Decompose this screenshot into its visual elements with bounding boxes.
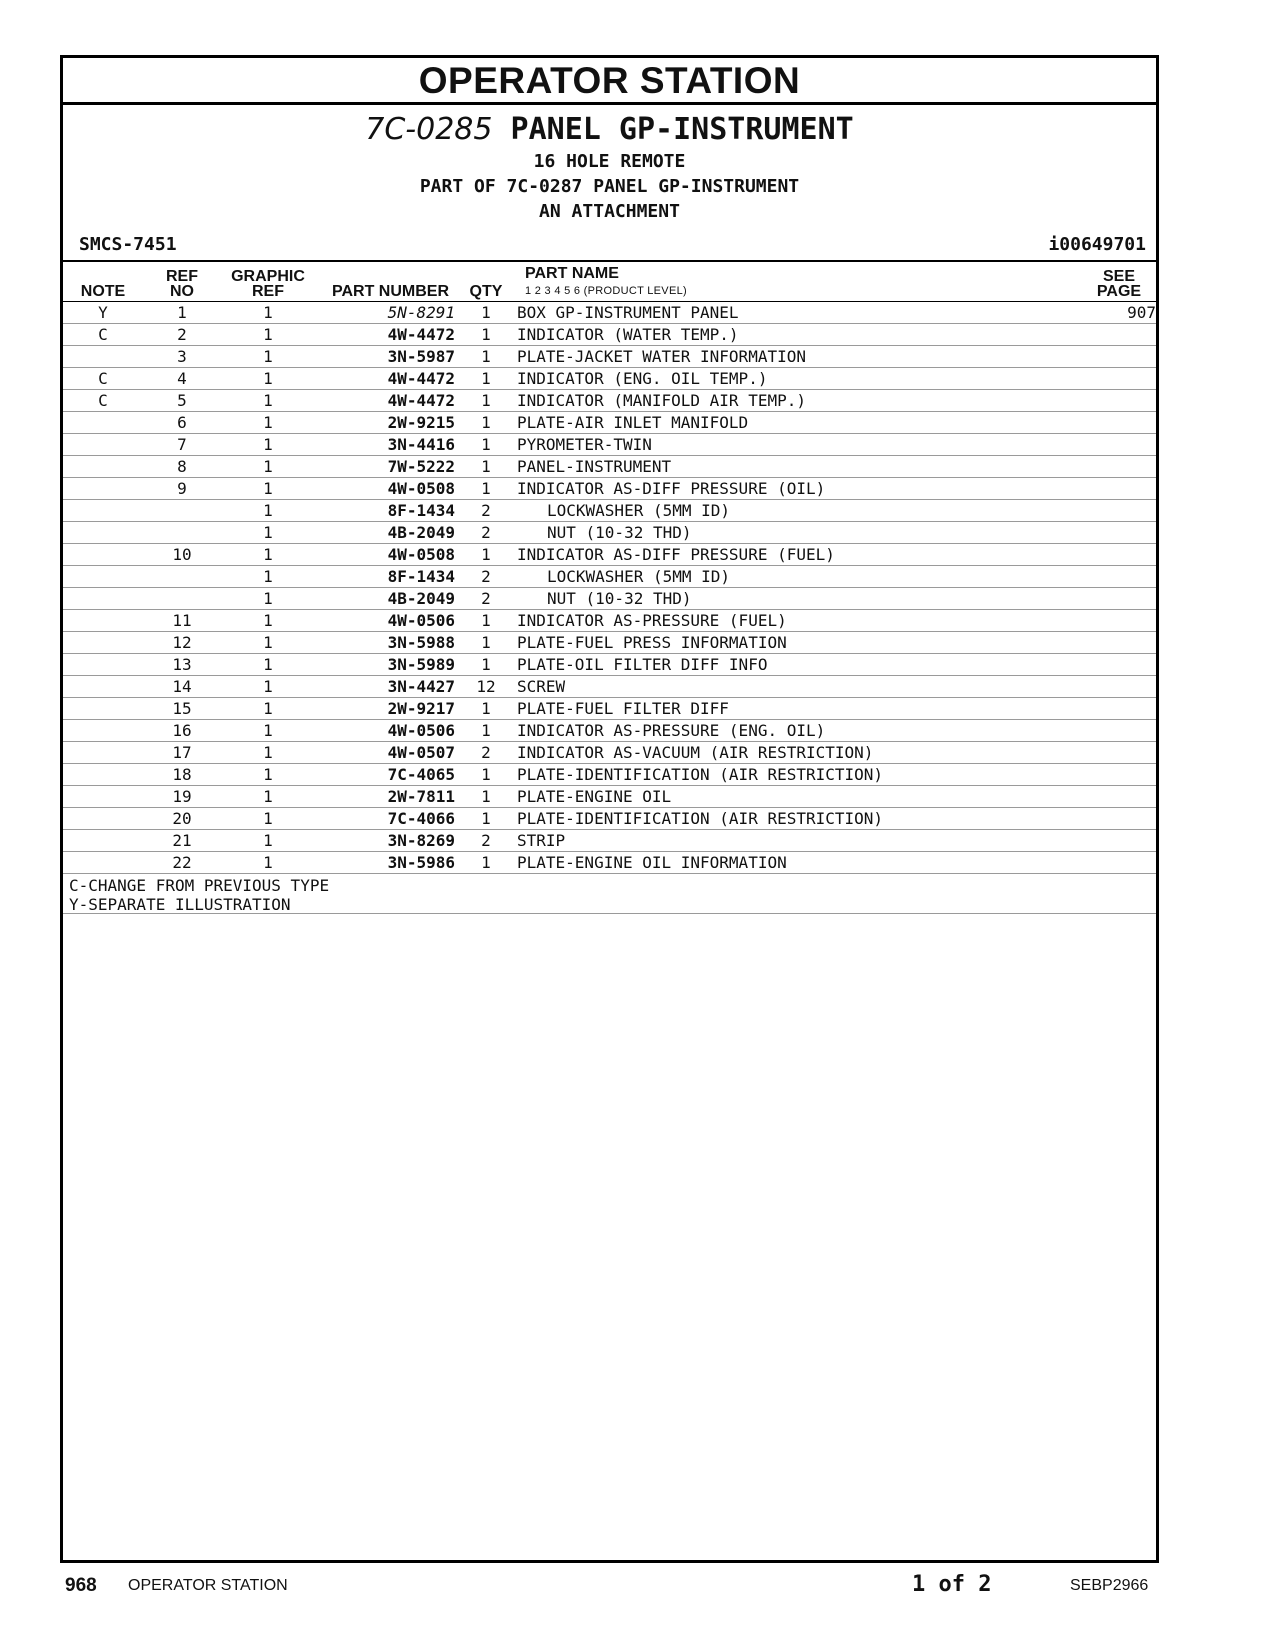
qty-cell: 1 <box>455 764 517 786</box>
see-page-cell <box>1082 566 1156 588</box>
part-number-cell: 8F-1434 <box>315 500 455 522</box>
part-number-cell: 2W-7811 <box>315 786 455 808</box>
part-name-cell: LOCKWASHER (5MM ID) <box>517 566 1082 588</box>
heading-line-3: AN ATTACHMENT <box>539 201 680 222</box>
smcs-code: SMCS-7451 <box>79 234 177 255</box>
part-name-cell: PANEL-INSTRUMENT <box>517 456 1082 478</box>
part-number-cell: 2W-9215 <box>315 412 455 434</box>
table-row <box>63 566 1156 588</box>
part-number-cell: 4W-4472 <box>315 324 455 346</box>
ref-no-cell: 12 <box>143 632 221 654</box>
part-name-cell: INDICATOR (ENG. OIL TEMP.) <box>517 368 1082 390</box>
ref-no-cell <box>143 522 221 544</box>
heading-line-1: 16 HOLE REMOTE <box>533 151 686 172</box>
heading-line-2: PART OF 7C-0287 PANEL GP-INSTRUMENT <box>419 176 800 197</box>
qty-cell: 1 <box>455 456 517 478</box>
part-name-cell: INDICATOR (WATER TEMP.) <box>517 324 1082 346</box>
qty-cell: 1 <box>455 852 517 874</box>
qty-cell: 1 <box>455 654 517 676</box>
table-row <box>63 368 1156 390</box>
parts-table <box>63 262 1156 874</box>
document-id: SEBP2966 <box>1070 1577 1149 1594</box>
graphic-ref-cell: 1 <box>221 544 315 566</box>
see-page-cell <box>1082 632 1156 654</box>
part-name-cell: INDICATOR AS-PRESSURE (ENG. OIL) <box>517 720 1082 742</box>
table-row <box>63 522 1156 544</box>
qty-cell: 1 <box>455 434 517 456</box>
qty-cell: 1 <box>455 610 517 632</box>
note-cell <box>63 632 143 654</box>
qty-cell: 1 <box>455 346 517 368</box>
see-page-cell <box>1082 522 1156 544</box>
ref-no-cell: 22 <box>143 852 221 874</box>
see-page-cell <box>1082 764 1156 786</box>
part-name-cell: PLATE-FUEL FILTER DIFF <box>517 698 1082 720</box>
qty-cell: 1 <box>455 698 517 720</box>
table-row <box>63 786 1156 808</box>
part-name-cell: PLATE-AIR INLET MANIFOLD <box>517 412 1082 434</box>
note-cell <box>63 808 143 830</box>
see-page-cell <box>1082 698 1156 720</box>
see-page-cell <box>1082 368 1156 390</box>
graphic-ref-cell: 1 <box>221 676 315 698</box>
ref-no-cell: 8 <box>143 456 221 478</box>
note-cell <box>63 742 143 764</box>
see-page-cell <box>1082 830 1156 852</box>
part-name-cell: PLATE-OIL FILTER DIFF INFO <box>517 654 1082 676</box>
ref-no-cell: 19 <box>143 786 221 808</box>
graphic-ref-cell: 1 <box>221 324 315 346</box>
note-cell <box>63 434 143 456</box>
note-cell <box>63 610 143 632</box>
col-see-page: SEE PAGE <box>1082 262 1156 302</box>
table-row <box>63 302 1156 324</box>
section-title: OPERATOR STATION <box>63 58 1156 105</box>
part-number-cell: 7C-4065 <box>315 764 455 786</box>
table-row <box>63 720 1156 742</box>
table-row <box>63 698 1156 720</box>
qty-cell: 1 <box>455 478 517 500</box>
part-name-cell: PLATE-JACKET WATER INFORMATION <box>517 346 1082 368</box>
graphic-ref-cell: 1 <box>221 566 315 588</box>
note-cell <box>63 346 143 368</box>
see-page-cell <box>1082 324 1156 346</box>
see-page-cell <box>1082 786 1156 808</box>
note-cell <box>63 698 143 720</box>
part-number-cell: 4B-2049 <box>315 522 455 544</box>
ref-no-cell <box>143 500 221 522</box>
sheet-indicator: 1 of 2 <box>912 1572 992 1597</box>
table-row <box>63 654 1156 676</box>
ref-no-cell: 4 <box>143 368 221 390</box>
table-row <box>63 478 1156 500</box>
part-number-cell: 4W-4472 <box>315 390 455 412</box>
see-page-cell <box>1082 610 1156 632</box>
qty-cell: 1 <box>455 390 517 412</box>
graphic-ref-cell: 1 <box>221 434 315 456</box>
qty-cell: 2 <box>455 566 517 588</box>
table-row <box>63 434 1156 456</box>
table-row <box>63 632 1156 654</box>
ref-no-cell: 6 <box>143 412 221 434</box>
part-name-cell: NUT (10-32 THD) <box>517 522 1082 544</box>
col-part-number: PART NUMBER <box>315 262 455 302</box>
table-row <box>63 610 1156 632</box>
ref-no-cell: 7 <box>143 434 221 456</box>
heading-block <box>63 105 1156 224</box>
see-page-cell: 907 <box>1082 302 1156 324</box>
table-row <box>63 676 1156 698</box>
table-row <box>63 852 1156 874</box>
table-row <box>63 544 1156 566</box>
col-note: NOTE <box>63 262 143 302</box>
graphic-ref-cell: 1 <box>221 786 315 808</box>
note-cell <box>63 720 143 742</box>
graphic-ref-cell: 1 <box>221 742 315 764</box>
qty-cell: 2 <box>455 500 517 522</box>
note-cell <box>63 566 143 588</box>
note-cell <box>63 764 143 786</box>
graphic-ref-cell: 1 <box>221 830 315 852</box>
qty-cell: 2 <box>455 522 517 544</box>
table-row <box>63 456 1156 478</box>
note-change: C-CHANGE FROM PREVIOUS TYPE <box>69 876 330 895</box>
qty-cell: 1 <box>455 302 517 324</box>
graphic-ref-cell: 1 <box>221 588 315 610</box>
note-cell <box>63 478 143 500</box>
table-row <box>63 830 1156 852</box>
qty-cell: 12 <box>455 676 517 698</box>
qty-cell: 1 <box>455 412 517 434</box>
graphic-ref-cell: 1 <box>221 456 315 478</box>
ref-no-cell: 14 <box>143 676 221 698</box>
see-page-cell <box>1082 588 1156 610</box>
graphic-ref-cell: 1 <box>221 346 315 368</box>
part-name-cell: NUT (10-32 THD) <box>517 588 1082 610</box>
graphic-ref-cell: 1 <box>221 412 315 434</box>
note-cell: C <box>63 324 143 346</box>
note-cell: C <box>63 368 143 390</box>
part-name-cell: PLATE-IDENTIFICATION (AIR RESTRICTION) <box>517 764 1082 786</box>
see-page-cell <box>1082 346 1156 368</box>
ref-no-cell: 21 <box>143 830 221 852</box>
identifier-row <box>63 230 1156 262</box>
part-name-cell: PLATE-IDENTIFICATION (AIR RESTRICTION) <box>517 808 1082 830</box>
ref-no-cell: 16 <box>143 720 221 742</box>
part-name-cell: INDICATOR (MANIFOLD AIR TEMP.) <box>517 390 1082 412</box>
graphic-ref-cell: 1 <box>221 610 315 632</box>
part-number-cell: 3N-4427 <box>315 676 455 698</box>
graphic-ref-cell: 1 <box>221 852 315 874</box>
col-qty: QTY <box>455 262 517 302</box>
table-row <box>63 412 1156 434</box>
table-row <box>63 346 1156 368</box>
part-name-cell: PLATE-ENGINE OIL INFORMATION <box>517 852 1082 874</box>
see-page-cell <box>1082 852 1156 874</box>
graphic-ref-cell: 1 <box>221 478 315 500</box>
part-name-cell: BOX GP-INSTRUMENT PANEL <box>517 302 1082 324</box>
see-page-cell <box>1082 478 1156 500</box>
part-number-cell: 5N-8291 <box>315 302 455 324</box>
notes-legend <box>63 874 1156 914</box>
part-name-cell: PYROMETER-TWIN <box>517 434 1082 456</box>
ref-no-cell: 10 <box>143 544 221 566</box>
see-page-cell <box>1082 654 1156 676</box>
note-cell <box>63 852 143 874</box>
document-frame <box>60 55 1159 1563</box>
part-number-cell: 4W-4472 <box>315 368 455 390</box>
ref-no-cell: 17 <box>143 742 221 764</box>
see-page-cell <box>1082 742 1156 764</box>
qty-cell: 1 <box>455 544 517 566</box>
graphic-ref-cell: 1 <box>221 390 315 412</box>
table-row <box>63 324 1156 346</box>
table-row <box>63 500 1156 522</box>
part-number-cell: 3N-5986 <box>315 852 455 874</box>
part-name-cell: LOCKWASHER (5MM ID) <box>517 500 1082 522</box>
qty-cell: 1 <box>455 808 517 830</box>
table-row <box>63 808 1156 830</box>
note-cell <box>63 830 143 852</box>
assembly-title <box>63 111 1156 149</box>
table-row <box>63 764 1156 786</box>
note-cell <box>63 676 143 698</box>
ref-no-cell: 3 <box>143 346 221 368</box>
table-row <box>63 742 1156 764</box>
part-number-cell: 3N-5987 <box>315 346 455 368</box>
ref-no-cell: 13 <box>143 654 221 676</box>
col-part-name: PART NAME 1 2 3 4 5 6 (PRODUCT LEVEL) <box>517 262 1082 302</box>
qty-cell: 1 <box>455 786 517 808</box>
qty-cell: 1 <box>455 632 517 654</box>
ref-no-cell: 9 <box>143 478 221 500</box>
part-number-cell: 3N-8269 <box>315 830 455 852</box>
part-name-cell: SCREW <box>517 676 1082 698</box>
qty-cell: 2 <box>455 588 517 610</box>
qty-cell: 1 <box>455 720 517 742</box>
note-cell <box>63 456 143 478</box>
note-cell <box>63 588 143 610</box>
note-cell <box>63 522 143 544</box>
note-cell <box>63 786 143 808</box>
parts-table-header <box>63 262 1156 302</box>
table-row <box>63 588 1156 610</box>
ref-no-cell: 15 <box>143 698 221 720</box>
see-page-cell <box>1082 434 1156 456</box>
qty-cell: 1 <box>455 368 517 390</box>
note-cell: C <box>63 390 143 412</box>
note-cell <box>63 544 143 566</box>
graphic-ref-cell: 1 <box>221 808 315 830</box>
graphic-ref-cell: 1 <box>221 522 315 544</box>
graphic-ref-cell: 1 <box>221 302 315 324</box>
part-name-cell: INDICATOR AS-DIFF PRESSURE (OIL) <box>517 478 1082 500</box>
graphic-ref-cell: 1 <box>221 720 315 742</box>
graphic-ref-cell: 1 <box>221 654 315 676</box>
graphic-ref-cell: 1 <box>221 698 315 720</box>
product-level-label: 1 2 3 4 5 6 (PRODUCT LEVEL) <box>525 285 687 297</box>
note-separate: Y-SEPARATE ILLUSTRATION <box>69 895 291 914</box>
graphic-ref-cell: 1 <box>221 500 315 522</box>
part-name-cell: PLATE-ENGINE OIL <box>517 786 1082 808</box>
part-number-cell: 4W-0508 <box>315 478 455 500</box>
graphic-ref-cell: 1 <box>221 368 315 390</box>
ref-no-cell: 18 <box>143 764 221 786</box>
see-page-cell <box>1082 390 1156 412</box>
part-name-cell: INDICATOR AS-PRESSURE (FUEL) <box>517 610 1082 632</box>
see-page-cell <box>1082 456 1156 478</box>
qty-cell: 2 <box>455 742 517 764</box>
ref-no-cell <box>143 566 221 588</box>
see-page-cell <box>1082 500 1156 522</box>
part-number-cell: 4W-0508 <box>315 544 455 566</box>
ref-no-cell: 1 <box>143 302 221 324</box>
part-name-cell: STRIP <box>517 830 1082 852</box>
footer-section: OPERATOR STATION <box>128 1577 288 1594</box>
part-number-cell: 4B-2049 <box>315 588 455 610</box>
ref-no-cell: 2 <box>143 324 221 346</box>
note-cell <box>63 500 143 522</box>
part-number-cell: 3N-5988 <box>315 632 455 654</box>
part-name-cell: PLATE-FUEL PRESS INFORMATION <box>517 632 1082 654</box>
part-number-cell: 7C-4066 <box>315 808 455 830</box>
ref-no-cell: 11 <box>143 610 221 632</box>
part-name-cell: INDICATOR AS-VACUUM (AIR RESTRICTION) <box>517 742 1082 764</box>
qty-cell: 1 <box>455 324 517 346</box>
note-cell <box>63 654 143 676</box>
graphic-ref-cell: 1 <box>221 632 315 654</box>
assembly-name: PANEL GP-INSTRUMENT <box>510 112 854 147</box>
col-graphic-ref: GRAPHIC REF <box>221 262 315 302</box>
see-page-cell <box>1082 412 1156 434</box>
page-number: 968 <box>65 1575 97 1596</box>
page-footer <box>0 1570 1275 1610</box>
parts-table-body <box>63 302 1156 874</box>
col-ref-no: REF NO <box>143 262 221 302</box>
ref-no-cell: 20 <box>143 808 221 830</box>
ref-no-cell <box>143 588 221 610</box>
qty-cell: 2 <box>455 830 517 852</box>
see-page-cell <box>1082 720 1156 742</box>
part-name-cell: INDICATOR AS-DIFF PRESSURE (FUEL) <box>517 544 1082 566</box>
part-number-cell: 2W-9217 <box>315 698 455 720</box>
assembly-part-number: 7C-0285 <box>365 112 493 147</box>
see-page-cell <box>1082 544 1156 566</box>
note-cell <box>63 412 143 434</box>
see-page-cell <box>1082 676 1156 698</box>
note-cell: Y <box>63 302 143 324</box>
part-number-cell: 3N-5989 <box>315 654 455 676</box>
table-row <box>63 390 1156 412</box>
illustration-id: i00649701 <box>1048 234 1146 255</box>
part-number-cell: 8F-1434 <box>315 566 455 588</box>
part-number-cell: 4W-0506 <box>315 720 455 742</box>
ref-no-cell: 5 <box>143 390 221 412</box>
part-number-cell: 4W-0506 <box>315 610 455 632</box>
part-number-cell: 7W-5222 <box>315 456 455 478</box>
part-number-cell: 4W-0507 <box>315 742 455 764</box>
part-number-cell: 3N-4416 <box>315 434 455 456</box>
see-page-cell <box>1082 808 1156 830</box>
graphic-ref-cell: 1 <box>221 764 315 786</box>
